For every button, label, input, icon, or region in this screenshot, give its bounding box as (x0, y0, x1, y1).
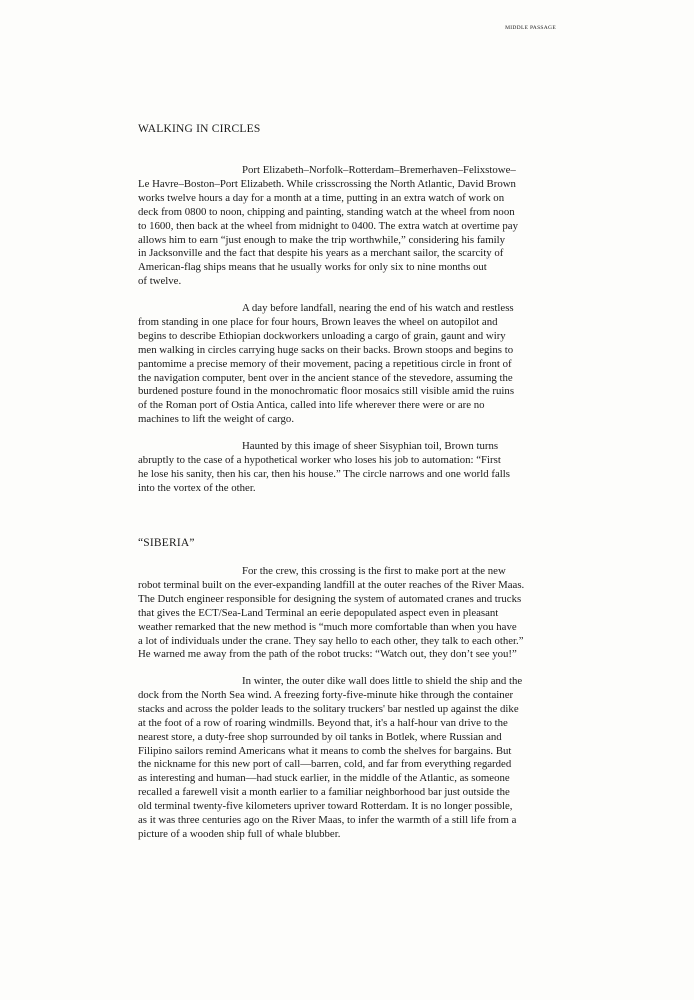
paragraph (138, 675, 558, 842)
text-line: He warned me away from the path of the robot trucks: “Watch out, they don’t see you!” (138, 648, 517, 661)
text-line: burdened posture found in the monochromatic floor mosaics still visible amid the ruins (138, 385, 515, 398)
paragraph (138, 164, 558, 289)
text-line: stacks and across the polder leads to the solitary truckers' bar nestled up against the dike (138, 702, 519, 715)
section-title: WALKING IN CIRCLES (138, 123, 261, 135)
text-line: robot terminal built on the ever-expanding landfill at the outer reaches of the River Maas. (138, 578, 525, 591)
text-line: pantomime a precise memory of their movement, pacing a repetitious circle in front of (138, 357, 512, 370)
text-line: machines to lift the weight of cargo. (138, 413, 295, 426)
text-line: picture of a wooden ship full of whale blubber. (138, 827, 341, 840)
text-line: recalled a farewell visit a month earlier to a familiar neighborhood bar just outside the (138, 786, 510, 799)
paragraph (138, 565, 558, 662)
paragraph (138, 440, 558, 496)
text-line: from standing in one place for four hours, Brown leaves the wheel on autopilot and (138, 315, 498, 328)
paragraph (138, 302, 558, 427)
text-line: nearest store, a duty-free shop surrounded by oil tanks in Botlek, where Russian and (138, 730, 502, 743)
text-line: old terminal twenty-five kilometers upriver toward Rotterdam. It is no longer possible, (138, 800, 513, 813)
text-line: works twelve hours a day for a month at a time, putting in an extra watch of work on (138, 191, 505, 204)
text-line: of twelve. (138, 275, 182, 288)
text-line: begins to describe Ethiopian dockworkers unloading a cargo of grain, gaunt and wiry (138, 329, 506, 342)
text-line: in Jacksonville and the fact that despite his years as a merchant sailor, the scarcity of (138, 247, 504, 260)
text-line: In winter, the outer dike wall does little to shield the ship and the (242, 675, 523, 687)
text-line: The Dutch engineer responsible for designing the system of automated cranes and trucks (138, 592, 522, 605)
text-line: men walking in circles carrying huge sacks on their backs. Brown stoops and begins to (138, 343, 514, 356)
text-line: abruptly to the case of a hypothetical worker who loses his job to automation: “First (138, 453, 501, 466)
text-line: Le Havre–Boston–Port Elizabeth. While crisscrossing the North Atlantic, David Brown (138, 177, 516, 190)
text-line: weather remarked that the new method is “much more comfortable than when you have (138, 620, 517, 633)
text-line: Haunted by this image of sheer Sisyphian toil, Brown turns (242, 440, 499, 452)
section-title: “SIBERIA” (138, 537, 195, 549)
text-line: the nickname for this new port of call—barren, cold, and far from everything regarded (138, 758, 512, 771)
text-line: American-flag ships means that he usually works for only six to nine months out (138, 261, 487, 274)
text-line: into the vortex of the other. (138, 481, 256, 494)
text-line: to 1600, then back at the wheel from midnight to 0400. The extra watch at overtime pay (138, 219, 518, 232)
text-line: A day before landfall, nearing the end of his watch and restless (242, 302, 514, 314)
text-line: a lot of individuals under the crane. They say hello to each other, they talk to each other.” (138, 634, 524, 647)
text-line: allows him to earn “just enough to make the trip worthwhile,” considering his family (138, 233, 506, 246)
text-line: deck from 0800 to noon, chipping and painting, standing watch at the wheel from noon (138, 205, 515, 218)
text-line: dock from the North Sea wind. A freezing forty-five-minute hike through the container (138, 688, 514, 701)
text-line: the navigation computer, bent over in the ancient stance of the stevedore, assuming the (138, 371, 513, 384)
text-line: that gives the ECT/Sea-Land Terminal an eerie depopulated aspect even in pleasant (138, 606, 499, 619)
text-line: of the Roman port of Ostia Antica, called into life wherever there were or are no (138, 399, 485, 412)
text-line: For the crew, this crossing is the first to make port at the new (242, 565, 506, 577)
text-line: Filipino sailors remind Americans what it means to comb the shelves for bargains. But (138, 744, 512, 757)
text-line: as it was three centuries ago on the River Maas, to infer the warmth of a still life from a (138, 814, 517, 827)
text-line: as interesting and human—had stuck earlier, in the middle of the Atlantic, as someone (138, 772, 510, 785)
running-head: MIDDLE PASSAGE (505, 25, 556, 31)
text-line: Port Elizabeth–Norfolk–Rotterdam–Bremerhaven–Felixstowe– (242, 164, 516, 176)
text-line: he lose his sanity, then his car, then his house.” The circle narrows and one world falls (138, 467, 510, 480)
text-line: at the foot of a row of roaring windmills. Beyond that, it's a half-hour van drive to the (138, 716, 508, 729)
